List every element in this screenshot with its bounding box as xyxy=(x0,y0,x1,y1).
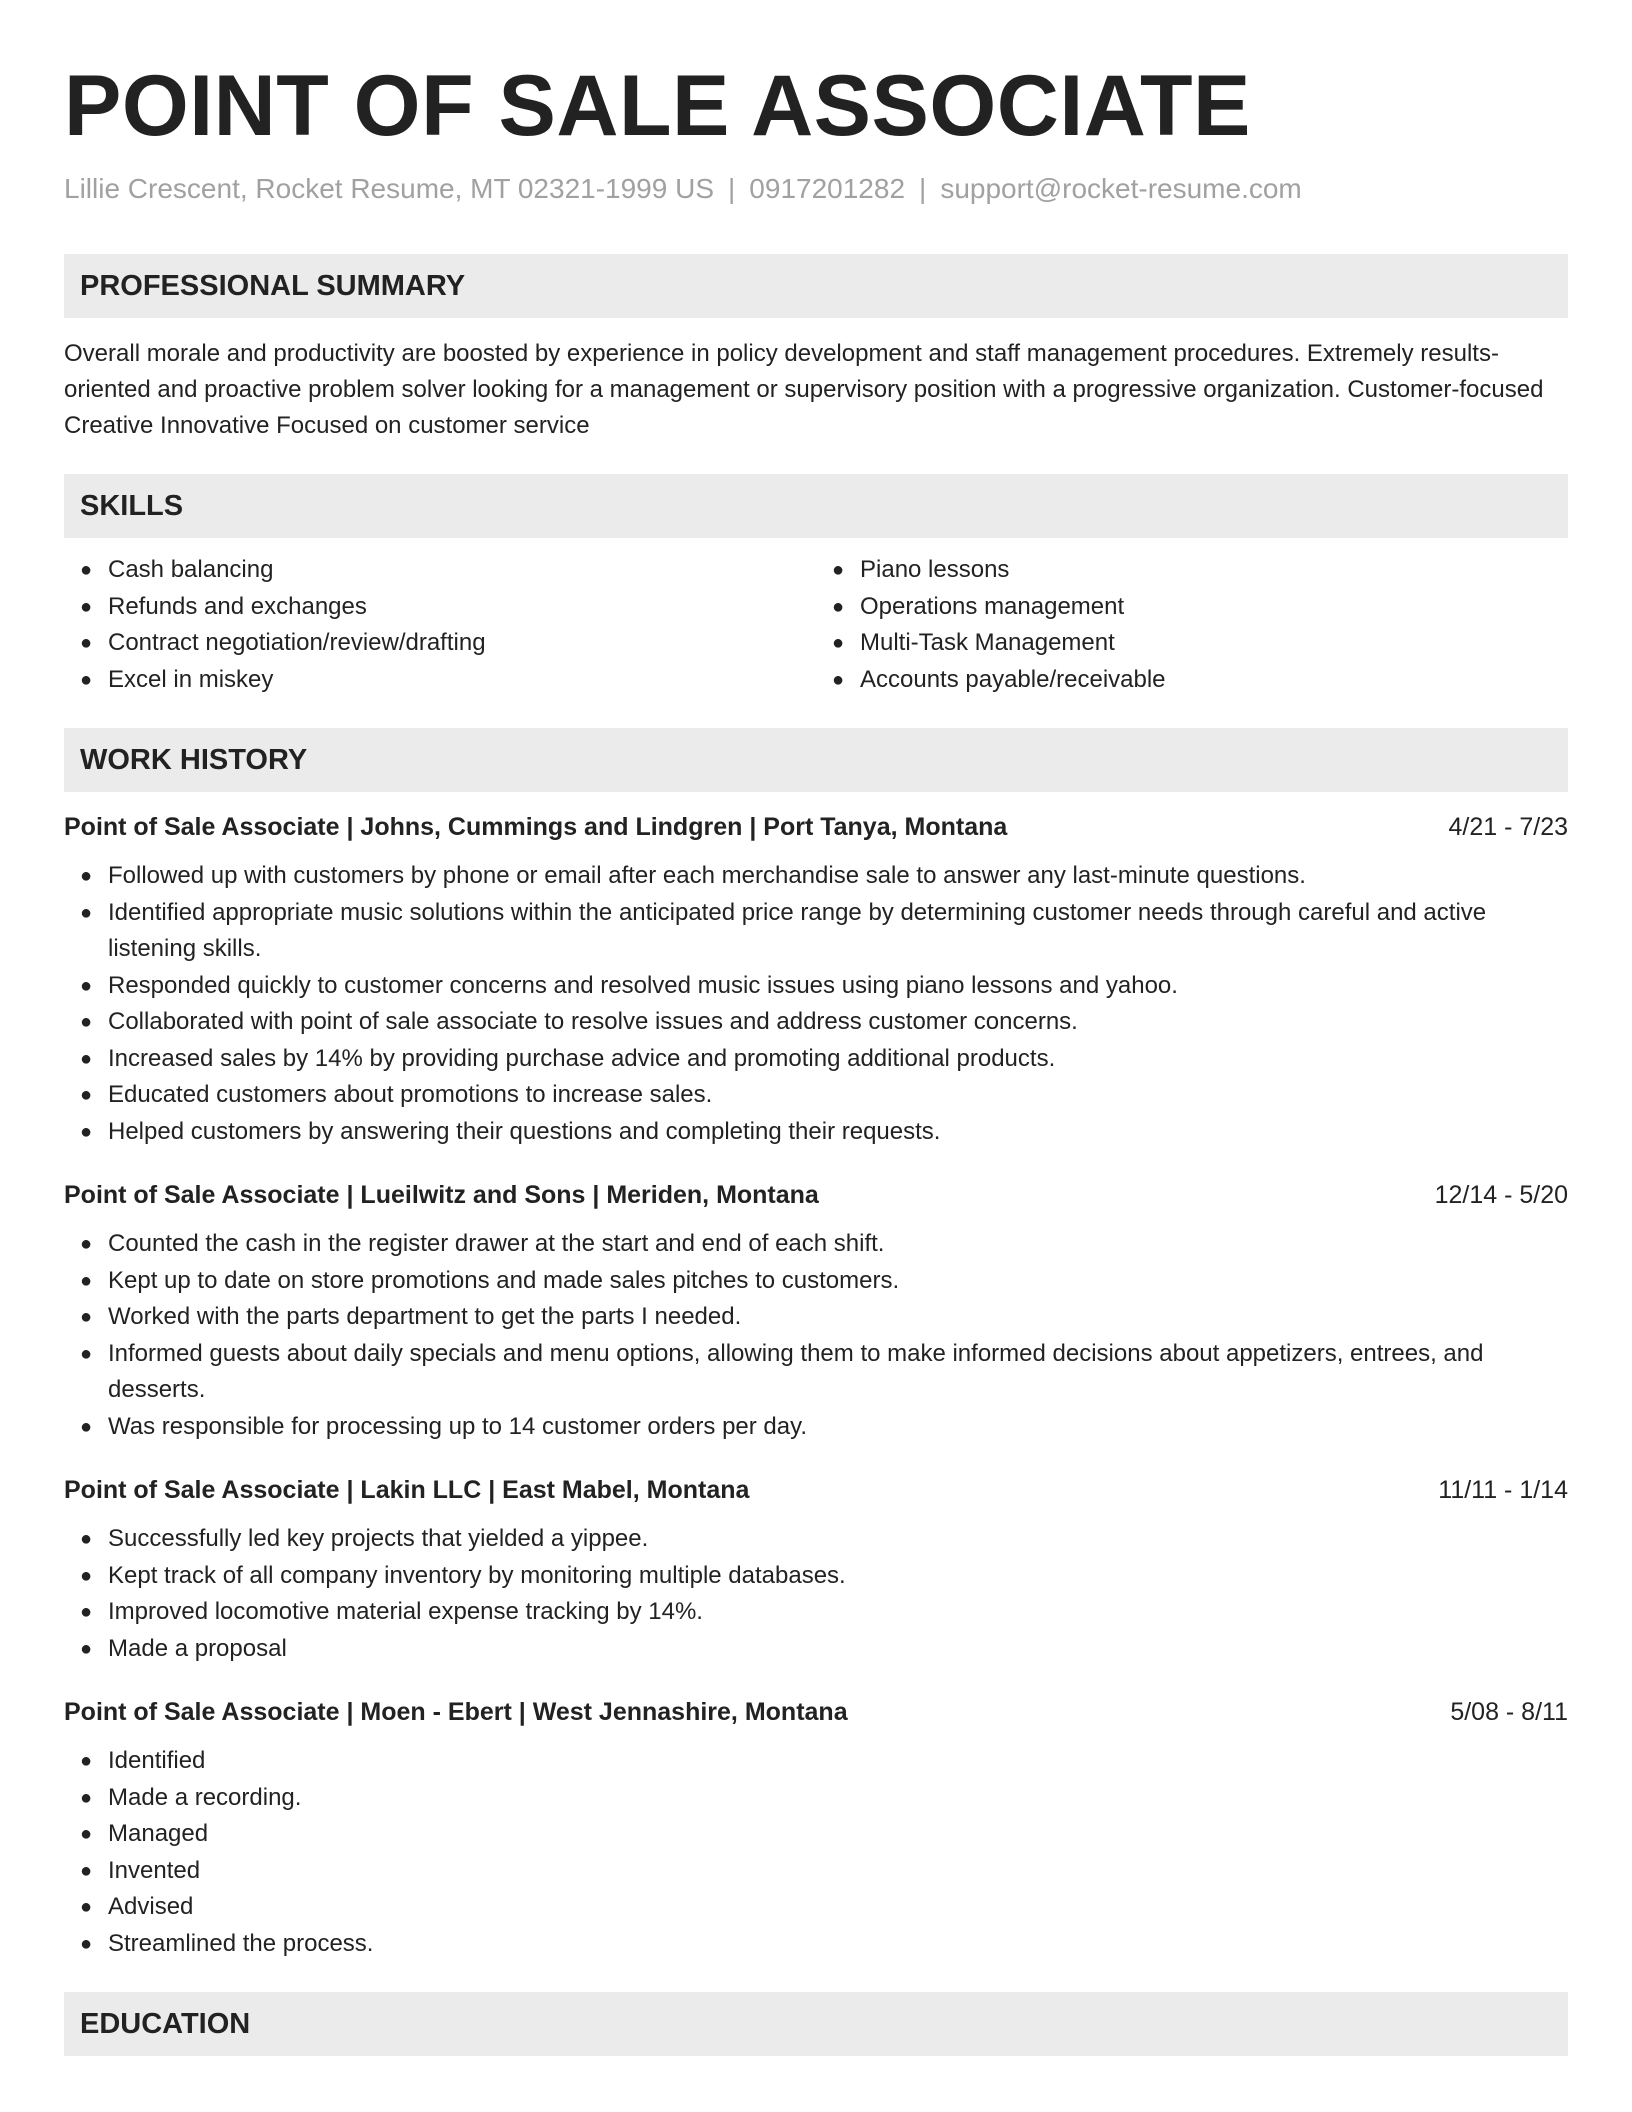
bullet-icon: ● xyxy=(80,1306,93,1328)
job-bullet-text: Informed guests about daily specials and menu options, allowing them to make informed decisions about appetizers, entrees, and desserts. xyxy=(108,1339,1484,1403)
job-bullet-text: Advised xyxy=(108,1893,194,1920)
job-bullet xyxy=(64,1889,1568,1926)
bullet-icon: ● xyxy=(80,1528,93,1550)
job-bullet-text: Made a recording. xyxy=(108,1783,302,1811)
bullet-icon: ● xyxy=(832,595,845,618)
skill-label: Excel in miskey xyxy=(108,665,274,693)
job-bullet xyxy=(64,1077,1568,1114)
bullet-icon: ● xyxy=(80,668,93,691)
skill-label: Operations management xyxy=(860,592,1125,620)
job-dates: 12/14 - 5/20 xyxy=(1434,1181,1568,1209)
skill-item xyxy=(816,552,1568,589)
job-bullet xyxy=(64,1521,1568,1558)
job-bullet xyxy=(64,1816,1568,1853)
skill-item xyxy=(64,589,816,626)
job-bullet xyxy=(64,1299,1568,1336)
contact-address: Lillie Crescent, Rocket Resume, MT 02321-1999 US xyxy=(64,173,715,204)
job-bullet-text: Helped customers by answering their questions and completing their requests. xyxy=(108,1117,941,1145)
job-bullet-text: Kept up to date on store promotions and made sales pitches to customers. xyxy=(108,1266,900,1294)
job-bullet xyxy=(64,1594,1568,1631)
job-bullet xyxy=(64,1558,1568,1595)
bullet-icon: ● xyxy=(80,1415,93,1438)
job-title: Point of Sale Associate | Johns, Cummings and Lindgren | Port Tanya, Montana xyxy=(64,813,1008,841)
job-bullet-text: Successfully led key projects that yielded a yippee. xyxy=(108,1525,649,1552)
job-bullet-text: Collaborated with point of sale associate to resolve issues and address customer concerns. xyxy=(108,1008,1078,1035)
job-bullet xyxy=(64,1263,1568,1300)
job-entry xyxy=(64,1695,1568,1962)
bullet-icon: ● xyxy=(80,1233,93,1255)
job-bullet xyxy=(64,1336,1568,1409)
bullet-icon: ● xyxy=(80,1896,93,1918)
skill-label: Refunds and exchanges xyxy=(108,592,367,620)
job-bullet xyxy=(64,1114,1568,1151)
job-bullet-list xyxy=(64,858,1568,1150)
job-bullet xyxy=(64,858,1568,895)
section-header-work-history: WORK HISTORY xyxy=(64,728,1568,792)
skill-item xyxy=(64,662,816,699)
bullet-icon: ● xyxy=(80,1932,93,1955)
job-bullet xyxy=(64,895,1568,968)
job-title: Point of Sale Associate | Lakin LLC | East Mabel, Montana xyxy=(64,1476,750,1504)
bullet-icon: ● xyxy=(80,1047,93,1070)
contact-separator: | xyxy=(728,173,736,204)
bullet-icon: ● xyxy=(80,1750,93,1772)
job-bullet-text: Invented xyxy=(108,1856,201,1884)
contact-separator: | xyxy=(919,173,927,204)
bullet-icon: ● xyxy=(80,1269,93,1292)
bullet-icon: ● xyxy=(832,668,845,691)
contact-line xyxy=(64,172,1568,206)
skill-item xyxy=(64,552,816,589)
skill-item xyxy=(816,625,1568,662)
skill-item xyxy=(816,662,1568,699)
skill-label: Multi-Task Management xyxy=(860,629,1115,656)
job-bullet-text: Increased sales by 14% by providing purchase advice and promoting additional products. xyxy=(108,1044,1056,1072)
skill-label: Accounts payable/receivable xyxy=(860,665,1166,693)
contact-email: support@rocket-resume.com xyxy=(940,173,1302,204)
job-bullet xyxy=(64,1004,1568,1041)
bullet-icon: ● xyxy=(80,1823,93,1845)
job-header xyxy=(64,1473,1568,1507)
section-header-education: EDUCATION xyxy=(64,1992,1568,2056)
job-bullet-text: Improved locomotive material expense tracking by 14%. xyxy=(108,1598,703,1625)
bullet-icon: ● xyxy=(80,1859,93,1882)
job-bullet-list xyxy=(64,1743,1568,1962)
job-bullet xyxy=(64,1853,1568,1890)
skill-item xyxy=(64,625,816,662)
bullet-icon: ● xyxy=(80,1637,93,1660)
job-bullet-text: Streamlined the process. xyxy=(108,1929,374,1957)
contact-phone: 0917201282 xyxy=(749,173,906,204)
skill-label: Piano lessons xyxy=(860,556,1010,583)
job-bullet xyxy=(64,1743,1568,1780)
skill-label: Cash balancing xyxy=(108,556,274,583)
skills-grid xyxy=(64,552,1568,698)
job-bullet-text: Identified xyxy=(108,1747,206,1774)
skills-column-right xyxy=(816,552,1568,698)
bullet-icon: ● xyxy=(832,632,845,654)
job-entry xyxy=(64,1473,1568,1667)
job-title: Point of Sale Associate | Moen - Ebert | West Jennashire, Montana xyxy=(64,1698,848,1726)
bullet-icon: ● xyxy=(80,1011,93,1033)
job-bullet xyxy=(64,1780,1568,1817)
candidate-title: POINT OF SALE ASSOCIATE xyxy=(64,58,1251,154)
job-dates: 11/11 - 1/14 xyxy=(1438,1476,1568,1504)
job-bullet-text: Identified appropriate music solutions within the anticipated price range by determining customer needs through careful and active listening skills. xyxy=(108,898,1487,962)
job-bullet xyxy=(64,1041,1568,1078)
job-header xyxy=(64,810,1568,844)
job-bullet-list xyxy=(64,1226,1568,1445)
skill-label: Contract negotiation/review/drafting xyxy=(108,629,486,656)
job-bullet xyxy=(64,1226,1568,1263)
job-bullet-text: Kept track of all company inventory by monitoring multiple databases. xyxy=(108,1561,846,1589)
bullet-icon: ● xyxy=(80,1786,93,1809)
section-header-skills: SKILLS xyxy=(64,474,1568,538)
job-bullet-text: Responded quickly to customer concerns and resolved music issues using piano lessons and yahoo. xyxy=(108,971,1178,999)
job-header xyxy=(64,1695,1568,1729)
bullet-icon: ● xyxy=(80,1084,93,1106)
bullet-icon: ● xyxy=(80,559,93,581)
skills-column-left xyxy=(64,552,816,698)
bullet-icon: ● xyxy=(80,901,93,924)
job-entry xyxy=(64,810,1568,1150)
job-bullet-list xyxy=(64,1521,1568,1667)
job-bullet xyxy=(64,968,1568,1005)
job-bullet-text: Was responsible for processing up to 14 customer orders per day. xyxy=(108,1412,807,1440)
job-bullet xyxy=(64,1409,1568,1446)
job-bullet xyxy=(64,1631,1568,1668)
bullet-icon: ● xyxy=(80,1342,93,1365)
bullet-icon: ● xyxy=(80,632,93,654)
job-bullet-text: Made a proposal xyxy=(108,1634,287,1662)
job-header xyxy=(64,1178,1568,1212)
job-title: Point of Sale Associate | Lueilwitz and Sons | Meriden, Montana xyxy=(64,1181,819,1209)
job-dates: 5/08 - 8/11 xyxy=(1450,1698,1568,1726)
job-bullet-text: Counted the cash in the register drawer at the start and end of each shift. xyxy=(108,1230,885,1257)
job-bullet xyxy=(64,1926,1568,1963)
summary-text: Overall morale and productivity are boosted by experience in policy development and staff management procedures. Extremely results-oriented and proactive problem solver looking for a management or supervisory position with a progressive organization. Customer-focused Creative Innovative Focused on customer service xyxy=(64,340,1544,439)
bullet-icon: ● xyxy=(832,559,845,581)
skill-item xyxy=(816,589,1568,626)
bullet-icon: ● xyxy=(80,865,93,887)
job-entry xyxy=(64,1178,1568,1445)
section-header-summary: PROFESSIONAL SUMMARY xyxy=(64,254,1568,318)
job-bullet-text: Educated customers about promotions to increase sales. xyxy=(108,1081,713,1108)
job-bullet-text: Managed xyxy=(108,1820,209,1847)
bullet-icon: ● xyxy=(80,595,93,618)
bullet-icon: ● xyxy=(80,974,93,997)
job-bullet-text: Worked with the parts department to get the parts I needed. xyxy=(108,1303,742,1330)
bullet-icon: ● xyxy=(80,1564,93,1587)
bullet-icon: ● xyxy=(80,1120,93,1143)
job-bullet-text: Followed up with customers by phone or email after each merchandise sale to answer any last-minute questions. xyxy=(108,862,1306,889)
bullet-icon: ● xyxy=(80,1601,93,1623)
job-dates: 4/21 - 7/23 xyxy=(1448,813,1568,841)
